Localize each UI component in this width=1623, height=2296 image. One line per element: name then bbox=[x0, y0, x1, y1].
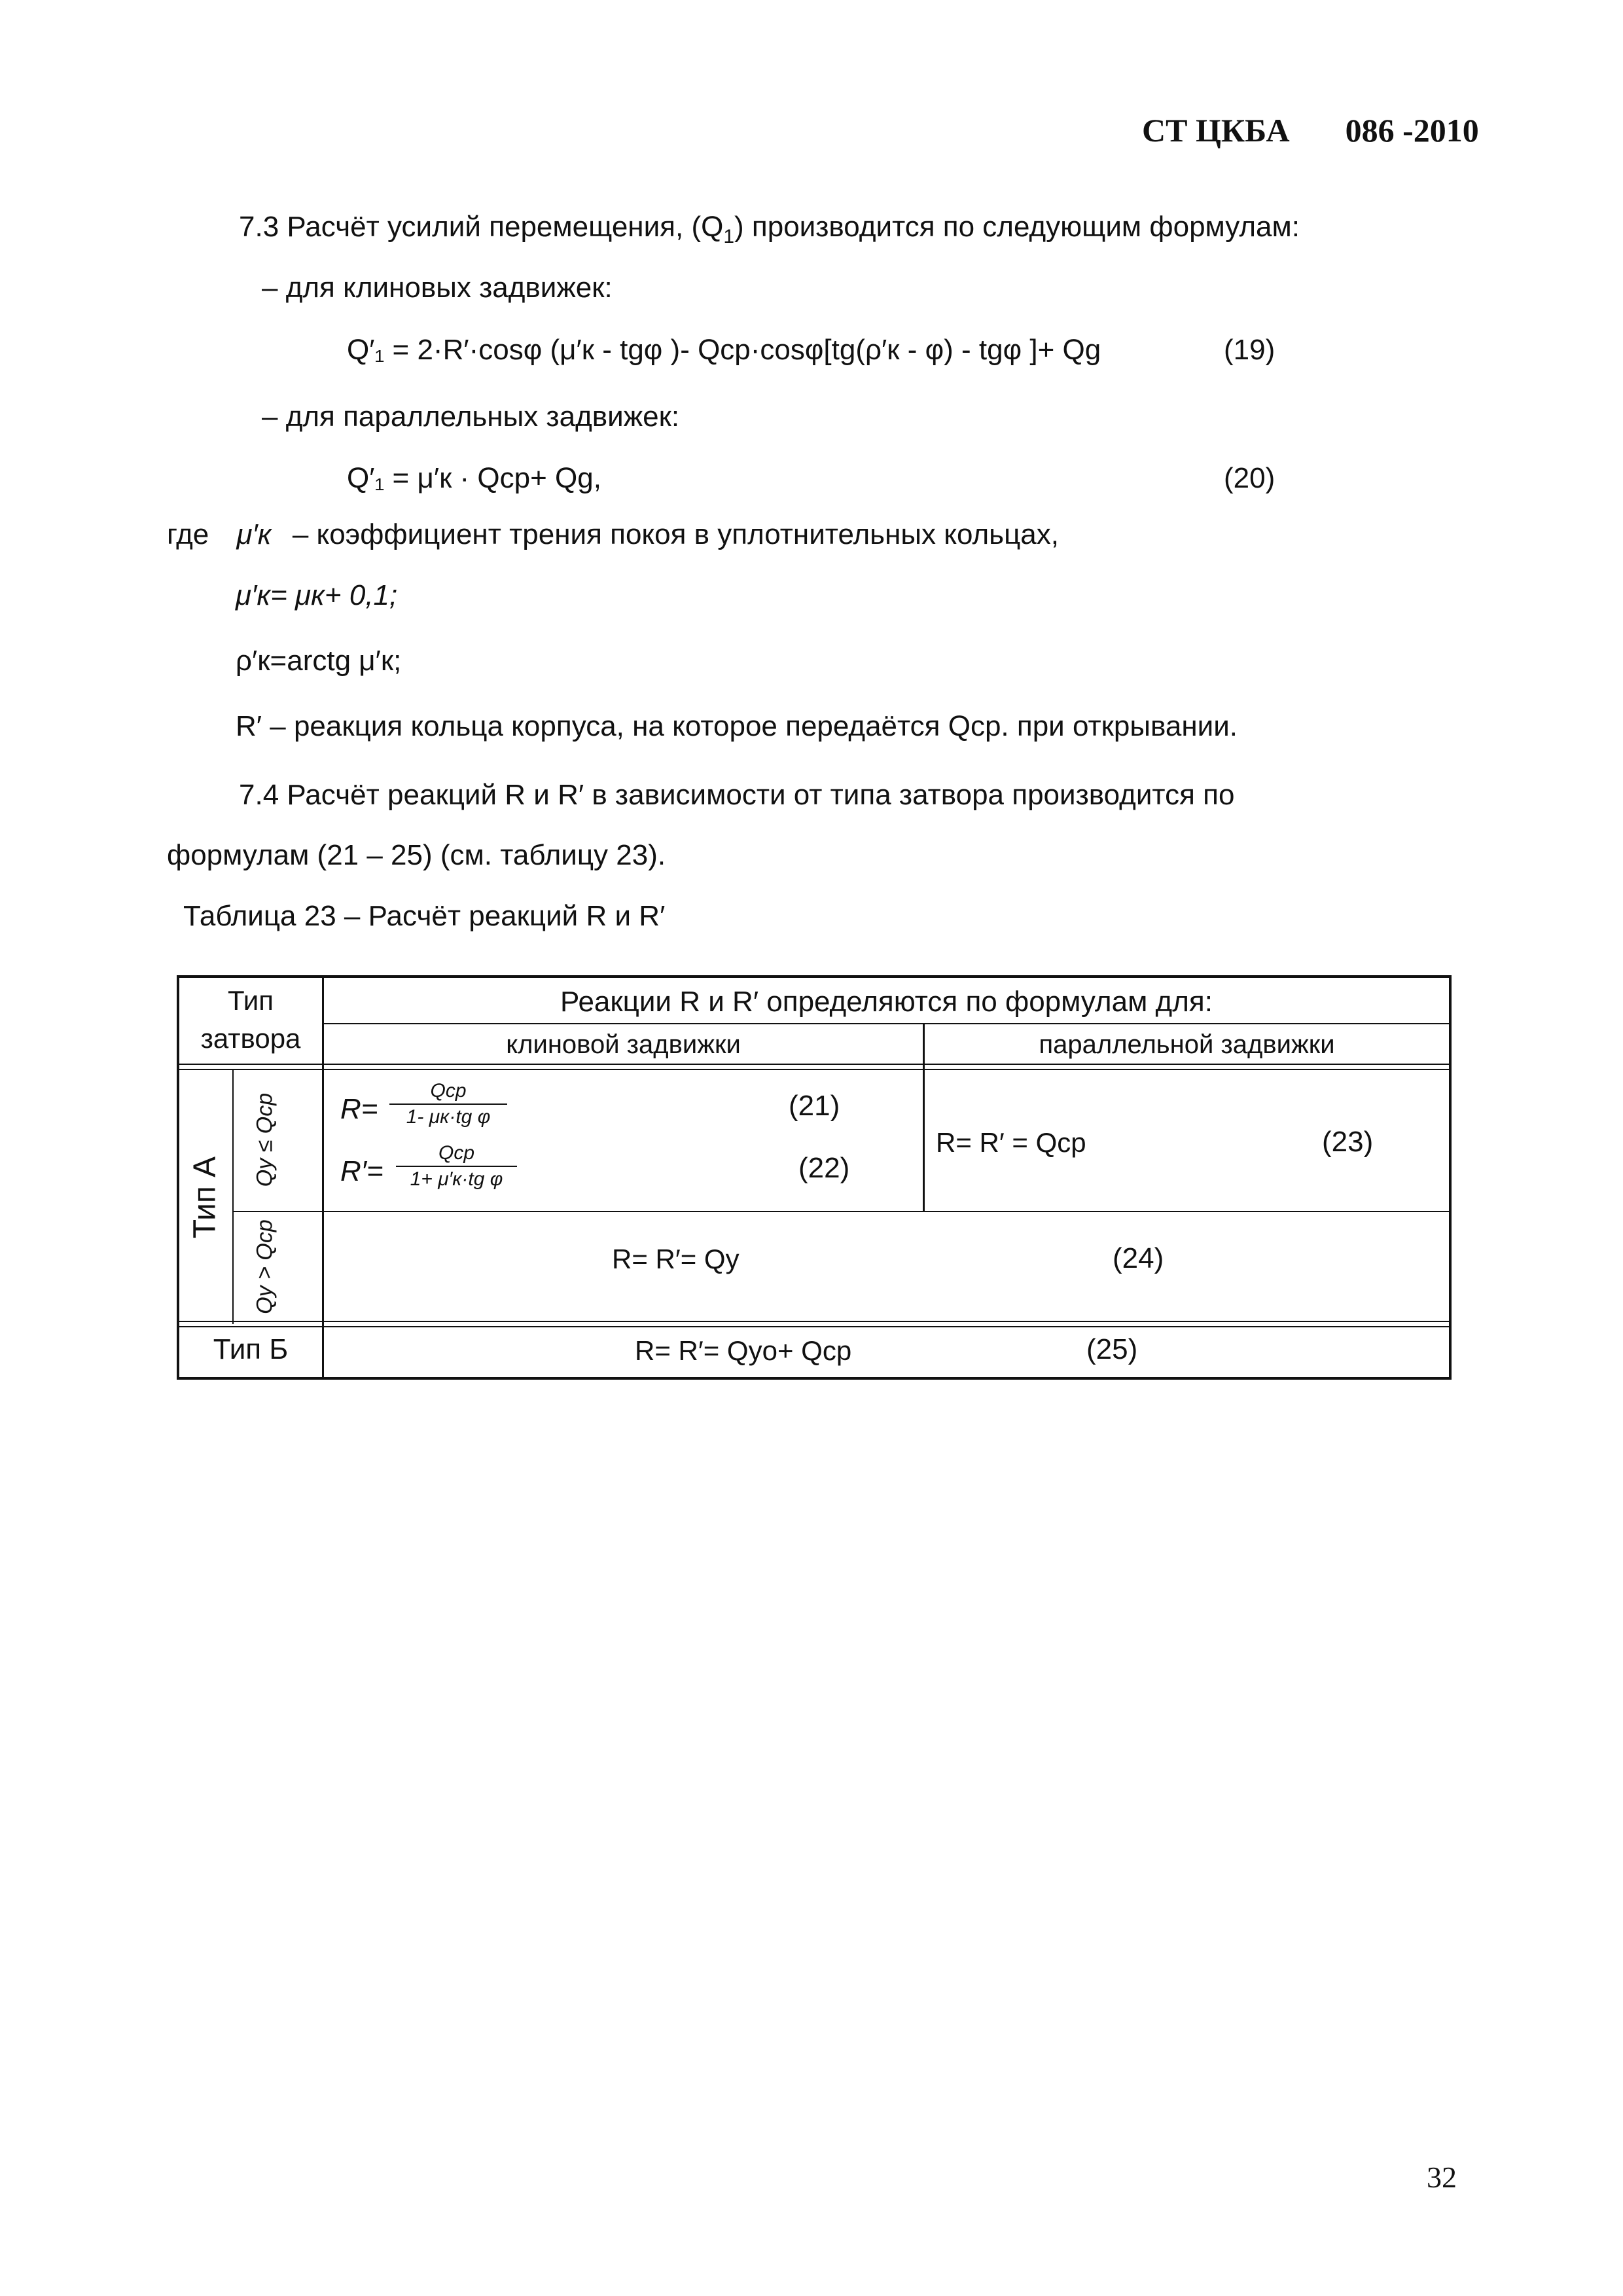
formula-24-number: (24) bbox=[1113, 1242, 1164, 1274]
formula-25: R= R′= Qyo+ Qср bbox=[635, 1335, 852, 1366]
type-row-divider-2 bbox=[177, 1326, 1452, 1327]
parallel-valves-label: – для параллельных задвижек: bbox=[262, 401, 680, 433]
mu-equation: μ′к= μк+ 0,1; bbox=[236, 579, 398, 611]
section-7-3-intro: 7.3 Расчёт усилий перемещения, $(Q_1)$ производится по следующим формулам: bbox=[239, 211, 1300, 247]
condition-greater: Qy > Qср bbox=[252, 1219, 277, 1314]
page-number: 32 bbox=[1427, 2161, 1457, 2194]
type-b-label: Тип Б bbox=[213, 1333, 289, 1365]
r-prime-description: R′ – реакция кольца корпуса, на которое передаётся Qср. при открывании. bbox=[236, 710, 1238, 742]
formula-23: R= R′ = Qср bbox=[936, 1127, 1086, 1158]
type-header: Тип затвора bbox=[200, 985, 301, 1054]
wedge-valves-label: – для клиновых задвижек: bbox=[262, 272, 613, 304]
reactions-header: Реакции R и R′ определяются по формулам для: bbox=[560, 986, 1213, 1018]
wedge-column-header: клиновой задвижки bbox=[506, 1030, 741, 1059]
formula-25-number: (25) bbox=[1086, 1333, 1138, 1365]
formula-21-fraction: Qср 1- μк·tg φ bbox=[389, 1080, 507, 1128]
standard-name: СТ ЦКБА bbox=[1142, 112, 1290, 149]
condition-column-divider bbox=[232, 1069, 234, 1324]
type-row-divider bbox=[177, 1321, 1452, 1322]
header-bottom-divider bbox=[177, 1064, 1452, 1065]
table-border-right bbox=[1449, 975, 1452, 1380]
condition-row-divider bbox=[232, 1211, 1450, 1212]
table-border-top bbox=[177, 975, 1452, 978]
formula-20: Q′₁ = μ′к · Qср+ Qg, bbox=[347, 462, 601, 494]
formula-21-number: (21) bbox=[789, 1090, 840, 1122]
header-bottom-divider-2 bbox=[177, 1069, 1452, 1070]
formula-20-number: (20) bbox=[1224, 462, 1275, 494]
header-sub-divider bbox=[322, 1023, 1450, 1024]
formula-22-fraction: Qср 1+ μ′к·tg φ bbox=[396, 1142, 517, 1191]
section-7-4-line2: формулам (21 – 25) (см. таблицу 23). bbox=[167, 839, 666, 871]
section-7-4-line1: 7.4 Расчёт реакций R и R′ в зависимости от типа затвора производится по bbox=[239, 779, 1235, 811]
formula-22-number: (22) bbox=[798, 1152, 850, 1184]
formula-19: Q′₁ = 2·R′·cosφ (μ′к - tgφ )- Qср·cosφ[tg(ρ′к - φ) - tgφ ]+ Qg bbox=[347, 334, 1101, 366]
formula-24: R= R′= Qy bbox=[612, 1244, 740, 1274]
table-caption: Таблица 23 – Расчёт реакций R и R′ bbox=[183, 900, 666, 932]
table-border-bottom bbox=[177, 1377, 1452, 1380]
type-a-label: Тип А bbox=[187, 1156, 223, 1239]
formula-22-lhs: R′= bbox=[340, 1155, 383, 1187]
formula-19-number: (19) bbox=[1224, 334, 1275, 366]
document-code bbox=[1142, 111, 1479, 149]
rho-equation: ρ′к=arctg μ′к; bbox=[236, 645, 402, 677]
formula-21-lhs: R= bbox=[340, 1093, 378, 1125]
parallel-column-header: параллельной задвижки bbox=[1039, 1030, 1335, 1059]
standard-number: 086 -2010 bbox=[1345, 112, 1479, 149]
formula-23-number: (23) bbox=[1322, 1126, 1374, 1158]
where-line: где μ′к – коэффициент трения покоя в уплотнительных кольцах, bbox=[167, 518, 1059, 550]
condition-less-equal: Qy ≤ Qср bbox=[252, 1092, 277, 1187]
